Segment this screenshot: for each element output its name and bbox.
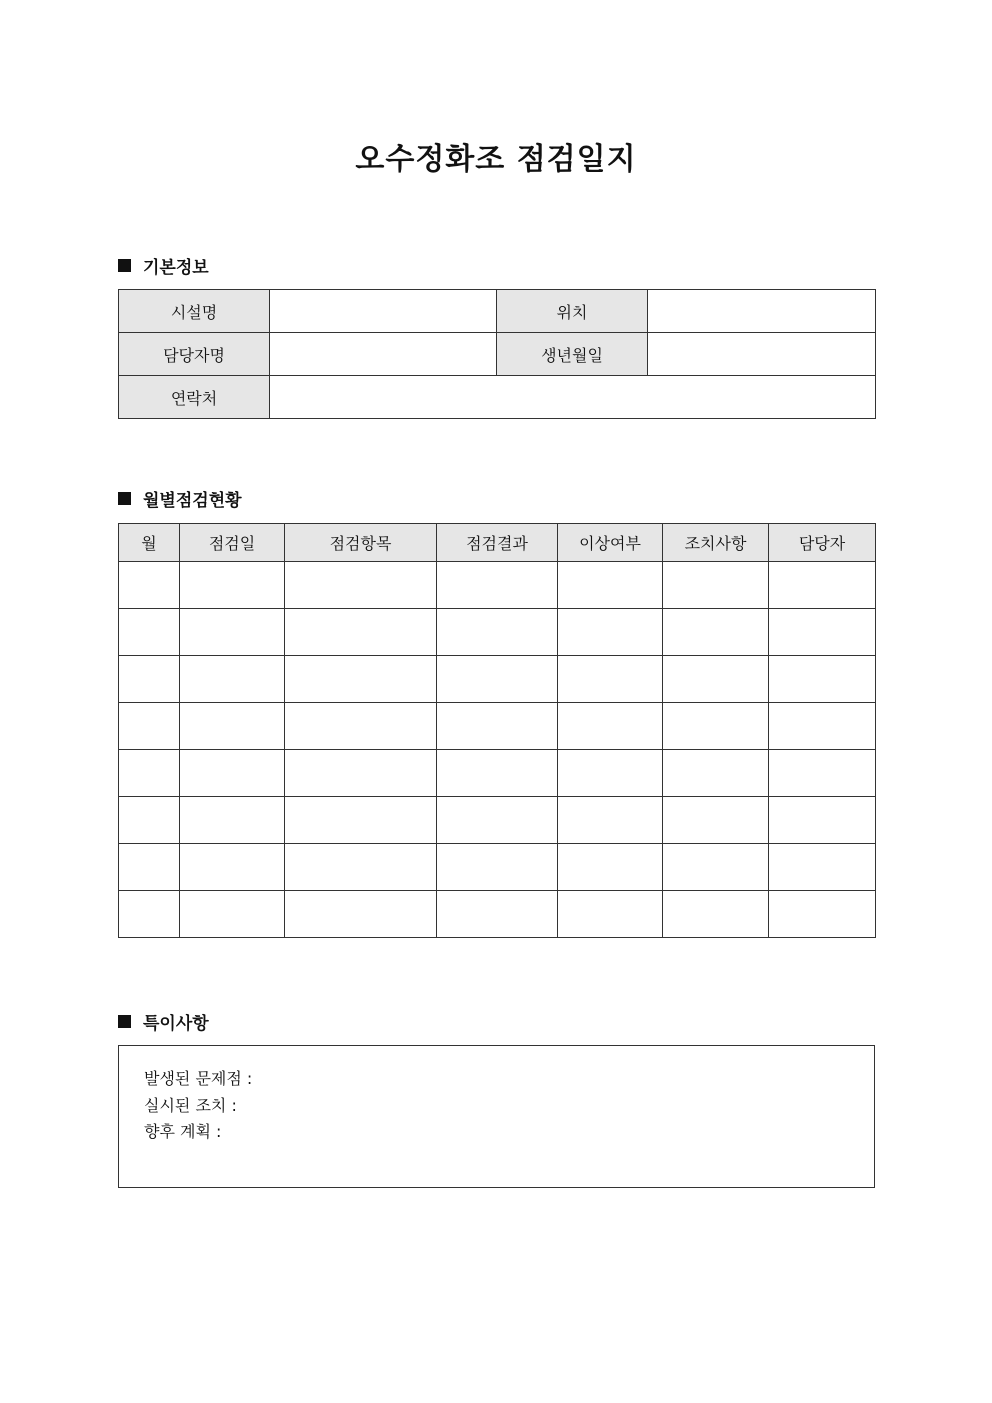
birth-date-field[interactable] <box>648 333 876 376</box>
table-cell[interactable] <box>663 703 769 750</box>
table-row <box>119 891 876 938</box>
table-cell[interactable] <box>663 797 769 844</box>
page-title: 오수정화조 점검일지 <box>355 142 637 177</box>
birth-date-label: 생년월일 <box>497 333 648 376</box>
black-square-icon <box>118 1015 131 1028</box>
table-cell[interactable] <box>437 797 558 844</box>
table-cell[interactable] <box>663 656 769 703</box>
facility-name-field[interactable] <box>270 290 497 333</box>
table-cell[interactable] <box>119 656 180 703</box>
manager-field[interactable] <box>270 333 497 376</box>
table-cell[interactable] <box>769 609 876 656</box>
table-cell[interactable] <box>285 609 437 656</box>
table-cell[interactable] <box>285 844 437 891</box>
table-cell[interactable] <box>285 703 437 750</box>
section-heading-monthly <box>118 487 242 509</box>
table-cell[interactable] <box>663 609 769 656</box>
table-cell[interactable] <box>663 562 769 609</box>
table-cell[interactable] <box>437 609 558 656</box>
table-row <box>119 656 876 703</box>
table-cell[interactable] <box>180 703 285 750</box>
table-cell[interactable] <box>558 891 663 938</box>
contact-field[interactable] <box>270 376 876 419</box>
table-cell[interactable] <box>437 891 558 938</box>
black-square-icon <box>118 259 131 272</box>
table-cell[interactable] <box>558 750 663 797</box>
table-cell[interactable] <box>285 750 437 797</box>
table-cell[interactable] <box>285 797 437 844</box>
table-cell[interactable] <box>558 797 663 844</box>
table-cell[interactable] <box>119 797 180 844</box>
table-cell[interactable] <box>769 656 876 703</box>
section-title: 기본정보 <box>143 257 209 278</box>
notes-lines <box>144 1066 252 1146</box>
table-cell[interactable] <box>558 609 663 656</box>
table-row <box>119 797 876 844</box>
table-cell[interactable] <box>437 656 558 703</box>
table-cell[interactable] <box>769 703 876 750</box>
table-cell[interactable] <box>663 750 769 797</box>
table-cell[interactable] <box>180 891 285 938</box>
notes-box[interactable] <box>118 1045 875 1188</box>
table-cell[interactable] <box>558 562 663 609</box>
table-row <box>119 562 876 609</box>
table-row <box>119 750 876 797</box>
table-cell[interactable] <box>180 750 285 797</box>
table-cell[interactable] <box>769 797 876 844</box>
table-cell[interactable] <box>437 703 558 750</box>
table-cell[interactable] <box>558 844 663 891</box>
table-cell[interactable] <box>285 891 437 938</box>
location-label: 위치 <box>497 290 648 333</box>
table-cell[interactable] <box>285 656 437 703</box>
table-cell[interactable] <box>437 750 558 797</box>
table-cell[interactable] <box>119 609 180 656</box>
table-cell[interactable] <box>558 703 663 750</box>
black-square-icon <box>118 492 131 505</box>
table-cell[interactable] <box>180 844 285 891</box>
column-header-action-taken: 조치사항 <box>663 524 769 562</box>
section-title: 특이사항 <box>143 1013 209 1034</box>
table-cell[interactable] <box>769 844 876 891</box>
table-cell[interactable] <box>437 844 558 891</box>
manager-label: 담당자명 <box>119 333 270 376</box>
table-cell[interactable] <box>769 562 876 609</box>
monthly-inspection-table <box>118 523 876 938</box>
table-cell[interactable] <box>119 891 180 938</box>
table-cell[interactable] <box>180 562 285 609</box>
table-cell[interactable] <box>558 656 663 703</box>
table-cell[interactable] <box>180 656 285 703</box>
column-header-inspection-result: 점검결과 <box>437 524 558 562</box>
facility-name-label: 시설명 <box>119 290 270 333</box>
table-body <box>119 562 876 938</box>
table-cell[interactable] <box>663 891 769 938</box>
note-line-problems: 발생된 문제점 : <box>144 1069 253 1088</box>
table-cell[interactable] <box>437 562 558 609</box>
table-cell[interactable] <box>663 844 769 891</box>
table-row <box>119 703 876 750</box>
note-line-plans: 향후 계획 : <box>144 1122 222 1141</box>
location-field[interactable] <box>648 290 876 333</box>
column-header-month: 월 <box>119 524 180 562</box>
section-title: 월별점검현황 <box>143 490 242 511</box>
column-header-abnormality: 이상여부 <box>558 524 663 562</box>
basic-info-table <box>118 289 876 419</box>
section-heading-notes <box>118 1010 209 1032</box>
table-header-row <box>119 524 876 562</box>
table-cell[interactable] <box>119 562 180 609</box>
table-cell[interactable] <box>769 891 876 938</box>
column-header-inspection-item: 점검항목 <box>285 524 437 562</box>
table-cell[interactable] <box>119 703 180 750</box>
table-cell[interactable] <box>119 844 180 891</box>
contact-label: 연락처 <box>119 376 270 419</box>
table-cell[interactable] <box>180 797 285 844</box>
table-row <box>119 844 876 891</box>
column-header-inspection-date: 점검일 <box>180 524 285 562</box>
table-cell[interactable] <box>769 750 876 797</box>
table-cell[interactable] <box>119 750 180 797</box>
section-heading-basic-info <box>118 254 209 276</box>
table-row <box>119 609 876 656</box>
table-cell[interactable] <box>180 609 285 656</box>
column-header-person-in-charge: 담당자 <box>769 524 876 562</box>
table-cell[interactable] <box>285 562 437 609</box>
note-line-actions: 실시된 조치 : <box>144 1095 237 1115</box>
